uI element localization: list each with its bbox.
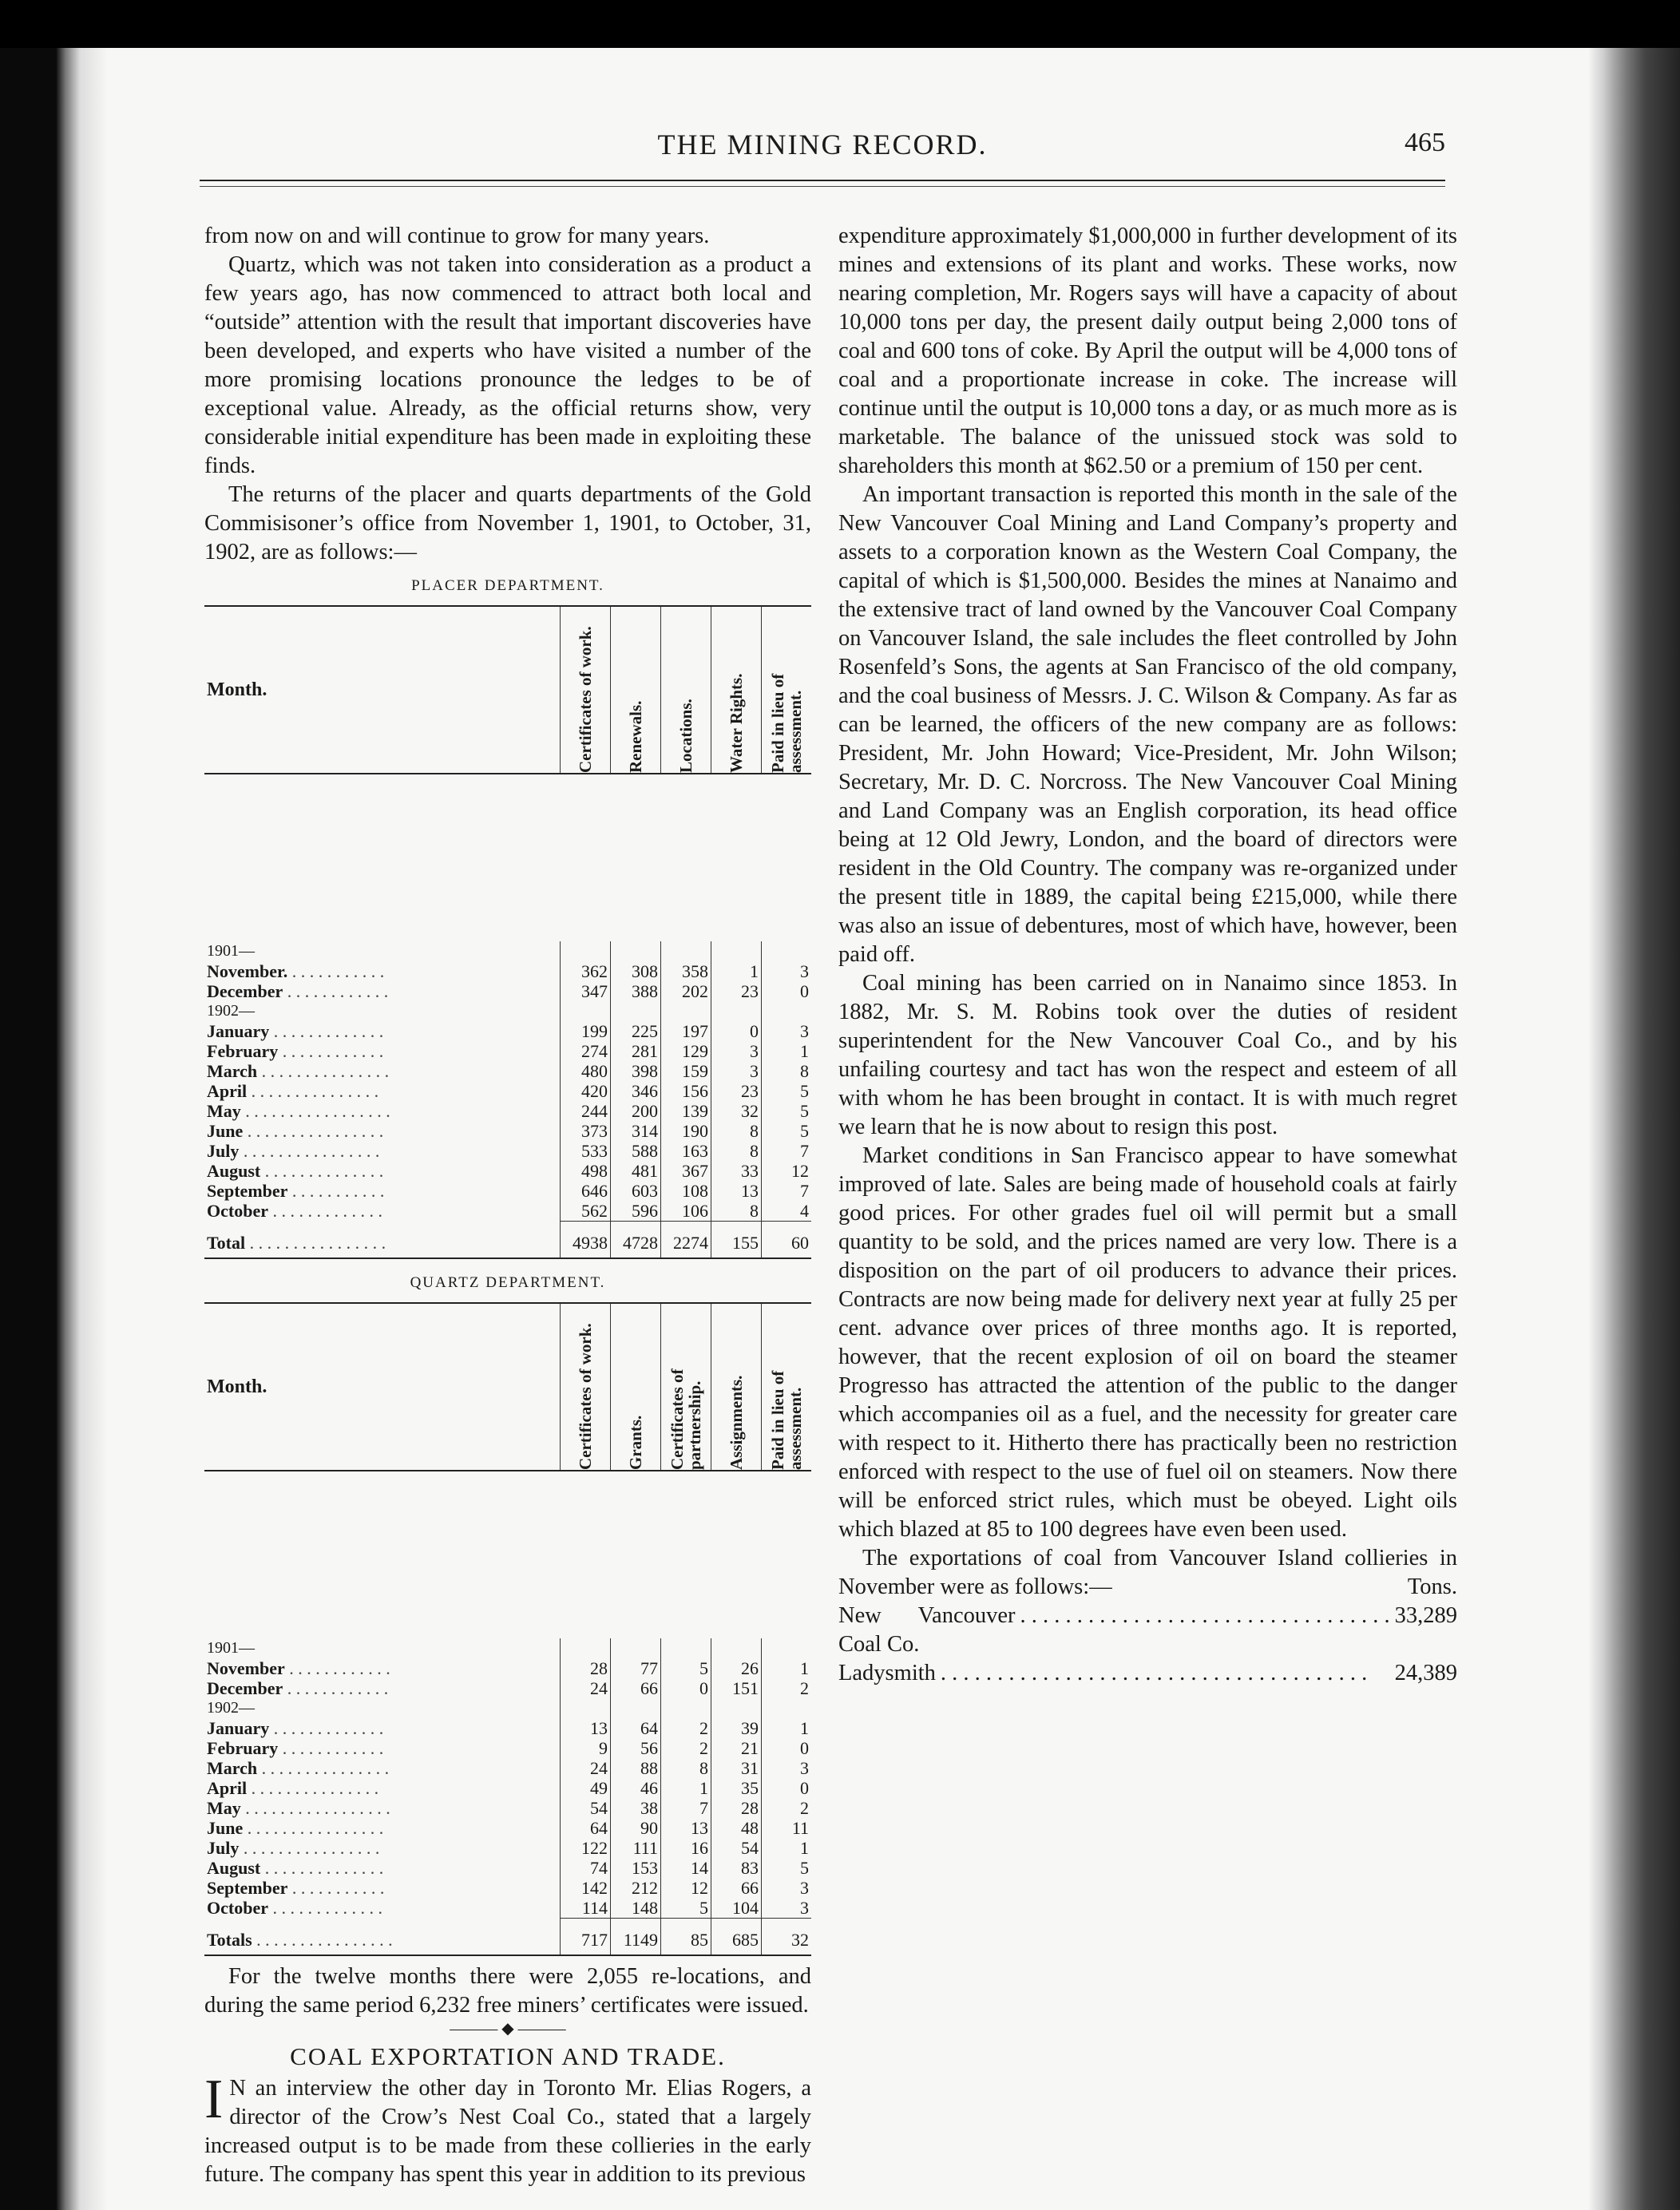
value-cell: 8 <box>762 1061 812 1081</box>
month-cell: August . . . . . . . . . . . . . . <box>207 1161 384 1181</box>
column-header: Paid in lieu of assessment. <box>762 606 812 774</box>
month-cell: February . . . . . . . . . . . . <box>207 1738 384 1758</box>
paragraph: from now on and will continue to grow for many years. <box>204 224 710 248</box>
export-row <box>838 1659 1457 1688</box>
value-cell: 420 <box>561 1081 611 1101</box>
column-header: Month. <box>204 606 561 774</box>
tons-value: 24,389 <box>1394 1661 1457 1685</box>
value-cell <box>561 941 611 961</box>
month-cell: July . . . . . . . . . . . . . . . . <box>207 1838 380 1858</box>
quartz-table <box>204 1302 811 1956</box>
total-value: 717 <box>561 1919 611 1956</box>
book-gutter <box>0 48 108 2210</box>
value-cell: 129 <box>661 1041 711 1061</box>
value-cell <box>711 1001 762 1021</box>
table-row <box>204 1658 811 1678</box>
month-cell: July . . . . . . . . . . . . . . . . <box>207 1141 380 1161</box>
value-cell: 5 <box>661 1658 711 1678</box>
month-cell: December . . . . . . . . . . . . <box>207 1678 389 1698</box>
paragraph: Coal mining has been carried on in Nanaimo since 1853. In 1882, Mr. S. M. Robins took over the duties of resident superintendent for the New Vancouver Coal Co., and by his unfailing courtesy and tact has won the respect and esteem of all with whom he has been brought in contact. It is with much regret we learn that he is now about to resign this post. <box>838 971 1457 1139</box>
column-header: Certificates of partnership. <box>661 1303 711 1471</box>
paragraph: An important transaction is reported this month in the sale of the New Vancouver Coal Mining and Land Company’s property and assets to a corporation known as the Western Coal Company, the capital of which is $1,500,000. Besides the mines at Nanaimo and the extensive tract of land owned by the Vancouver Coal Company on Vancouver Island, the sale includes the fleet controlled by John Rosenfeld’s Sons, the agents at San Francisco of the old company, and the coal business of Messrs. J. C. Wilson & Company. As far as can be learned, the officers of the new company are as follows: President, Mr. John Howard; Vice-President, Mr. John Wilson; Secretary, Mr. D. C. Norcross. The New Vancouver Coal Mining and Land Company was an English corporation, its head office being at 12 Old Jewry, London, and the board of directors were resident in the Old Country. The company was re-organized under the present title in 1889, the capital being £215,000, while there was also an issue of debentures, most of which have, however, been paid off. <box>838 482 1457 967</box>
value-cell: 1 <box>711 961 762 981</box>
paragraph: I N an interview the other day in Toronto Mr. Elias Rogers, a director of the Crow’s Nest Coal Co., stated that a largely increased output is to be made from these collieries in the early future. The company has spent this year in addition to its previous <box>204 2069 811 2187</box>
value-cell <box>762 941 812 961</box>
value-cell: 481 <box>611 1161 661 1181</box>
value-cell: 12 <box>661 1878 711 1898</box>
value-cell: 1 <box>762 1718 812 1738</box>
value-cell: 3 <box>762 1758 812 1778</box>
value-cell: 54 <box>561 1798 611 1818</box>
value-cell <box>611 941 661 961</box>
value-cell: 39 <box>711 1718 762 1738</box>
table-row <box>204 1818 811 1838</box>
month-cell: 1902— <box>207 1699 255 1717</box>
table-row <box>204 1738 811 1758</box>
value-cell: 104 <box>711 1898 762 1919</box>
page-number: 465 <box>1405 128 1445 157</box>
table-row <box>204 1141 811 1161</box>
value-cell <box>762 1638 812 1658</box>
value-cell: 2 <box>762 1798 812 1818</box>
page-header <box>200 128 1445 168</box>
value-cell: 0 <box>711 1021 762 1041</box>
value-cell: 114 <box>561 1898 611 1919</box>
value-cell: 56 <box>611 1738 661 1758</box>
value-cell: 48 <box>711 1818 762 1838</box>
value-cell: 562 <box>561 1201 611 1222</box>
table-row <box>204 1878 811 1898</box>
table-row <box>204 1001 811 1021</box>
total-label: Totals . . . . . . . . . . . . . . . . <box>204 1919 561 1956</box>
value-cell: 11 <box>762 1818 812 1838</box>
tons-value: 33,289 <box>1394 1603 1457 1628</box>
value-cell: 373 <box>561 1121 611 1141</box>
value-cell: 106 <box>661 1201 711 1222</box>
value-cell: 244 <box>561 1101 611 1121</box>
value-cell: 153 <box>611 1858 661 1878</box>
page-edge <box>1589 48 1680 2210</box>
table-row <box>204 1678 811 1698</box>
month-cell: March . . . . . . . . . . . . . . . <box>207 1758 390 1778</box>
value-cell: 1 <box>762 1838 812 1858</box>
value-cell: 5 <box>762 1101 812 1121</box>
value-cell: 1 <box>762 1041 812 1061</box>
value-cell: 13 <box>711 1181 762 1201</box>
value-cell: 7 <box>762 1141 812 1161</box>
value-cell: 2 <box>661 1718 711 1738</box>
month-cell: May . . . . . . . . . . . . . . . . . <box>207 1798 390 1818</box>
month-cell: October . . . . . . . . . . . . . <box>207 1898 382 1919</box>
month-cell: January . . . . . . . . . . . . . <box>207 1021 384 1041</box>
value-cell: 7 <box>762 1181 812 1201</box>
value-cell: 199 <box>561 1021 611 1041</box>
table-row <box>204 1718 811 1738</box>
total-value: 4938 <box>561 1222 611 1259</box>
month-cell: 1902— <box>207 1002 255 1020</box>
value-cell: 0 <box>762 981 812 1001</box>
value-cell: 202 <box>661 981 711 1001</box>
value-cell: 28 <box>561 1658 611 1678</box>
value-cell: 13 <box>661 1818 711 1838</box>
column-header: Water Rights. <box>711 606 762 774</box>
value-cell: 16 <box>661 1838 711 1858</box>
month-cell: December . . . . . . . . . . . . <box>207 981 389 1001</box>
total-row <box>204 1222 811 1259</box>
table-row <box>204 1161 811 1181</box>
leader-dots: . . . . . . . . . . . . . . . . . . . . . . . . . . . . . . . . . . . . . . <box>940 1661 1368 1685</box>
quartz-table-caption: QUARTZ DEPARTMENT. <box>410 1274 606 1291</box>
value-cell: 1 <box>661 1778 711 1798</box>
exports-list <box>838 1602 1457 1688</box>
ornament-divider: ——— ◆ ——— <box>450 2020 566 2038</box>
value-cell: 3 <box>711 1061 762 1081</box>
header-rule <box>200 180 1445 187</box>
leader-dots: . . . . . . . . . . . . . . . . . . . . . . . . . . . . . . . . . <box>1020 1603 1390 1628</box>
value-cell: 0 <box>762 1738 812 1758</box>
table-row <box>204 1858 811 1878</box>
paragraph: The exportations of coal from Vancouver Island collieries in November were as follows:— Tons. <box>838 1544 1457 1602</box>
table-row <box>204 981 811 1001</box>
value-cell: 2 <box>762 1678 812 1698</box>
value-cell: 388 <box>611 981 661 1001</box>
value-cell: 77 <box>611 1658 661 1678</box>
value-cell: 46 <box>611 1778 661 1798</box>
value-cell: 346 <box>611 1081 661 1101</box>
value-cell: 197 <box>661 1021 711 1041</box>
value-cell: 24 <box>561 1678 611 1698</box>
value-cell: 23 <box>711 1081 762 1101</box>
column-header: Renewals. <box>611 606 661 774</box>
value-cell: 12 <box>762 1161 812 1181</box>
column-header: Certificates of work. <box>561 1303 611 1471</box>
value-cell: 13 <box>561 1718 611 1738</box>
value-cell: 139 <box>661 1101 711 1121</box>
paragraph: expenditure approximately $1,000,000 in further development of its mines and extensions of its plant and works. These works, now nearing completion, Mr. Rogers says will have a capacity of about 10,000 tons per day, the present daily output being 2,000 tons of coal and 600 tons of coke. By April the output will be 4,000 tons of coal and a proportionate increase in coke. The increase will continue until the output is 10,000 tons a day, or as much more as is marketable. The balance of the unissued stock was sold to shareholders this month at $62.50 or a premium of 150 per cent. <box>838 224 1457 478</box>
value-cell: 3 <box>762 1021 812 1041</box>
month-cell: June . . . . . . . . . . . . . . . . <box>207 1121 384 1141</box>
paragraph: For the twelve months there were 2,055 re-locations, and during the same period 6,232 free miners’ certificates were issued. <box>204 1964 811 2018</box>
total-value: 4728 <box>611 1222 661 1259</box>
value-cell <box>661 1001 711 1021</box>
value-cell: 8 <box>661 1758 711 1778</box>
value-cell <box>762 1001 812 1021</box>
value-cell: 111 <box>611 1838 661 1858</box>
total-value: 685 <box>711 1919 762 1956</box>
month-cell: March . . . . . . . . . . . . . . . <box>207 1061 390 1081</box>
paragraph: The returns of the placer and quarts departments of the Gold Commisisoner’s office from November 1, 1901, to October, 31, 1902, are as follows:— <box>204 482 811 564</box>
value-cell <box>711 1638 762 1658</box>
value-cell: 3 <box>762 1898 812 1919</box>
value-cell <box>611 1638 661 1658</box>
value-cell: 8 <box>711 1141 762 1161</box>
value-cell: 5 <box>661 1898 711 1919</box>
value-cell: 190 <box>661 1121 711 1141</box>
value-cell: 122 <box>561 1838 611 1858</box>
value-cell <box>561 1638 611 1658</box>
scan-border-top <box>0 0 1680 48</box>
value-cell: 64 <box>611 1718 661 1738</box>
value-cell: 8 <box>711 1201 762 1222</box>
total-value: 2274 <box>661 1222 711 1259</box>
value-cell <box>561 1001 611 1021</box>
value-cell: 66 <box>611 1678 661 1698</box>
value-cell: 23 <box>711 981 762 1001</box>
column-header: Paid in lieu of assessment. <box>762 1303 812 1471</box>
value-cell: 21 <box>711 1738 762 1758</box>
column-header: Certificates of work. <box>561 606 611 774</box>
value-cell: 362 <box>561 961 611 981</box>
paragraph: Market conditions in San Francisco appear to have somewhat improved of late. Sales are being made of household coals at fairly good prices. For other grades fuel oil will permit but a small quantity to be sold, and the prices named are very low. There is a disposition on the part of oil producers to advance their prices. Contracts are now being made for delivery next year at fully 25 per cent. advance over prices of three months ago. It is reported, however, that the recent explosion of oil on board the steamer Progresso has attracted the attention of the public to the danger which accompanies oil as a fuel, and the necessity for greater care with respect to it. Hitherto there has practically been no restriction enforced with respect to the use of fuel oil on steamers. Now there will be enforced strict rules, which must be obeyed. Light oils which blazed at 85 to 100 degrees have even been used. <box>838 1143 1457 1542</box>
month-cell: October . . . . . . . . . . . . . <box>207 1201 382 1222</box>
value-cell: 14 <box>661 1858 711 1878</box>
month-cell: April . . . . . . . . . . . . . . . <box>207 1778 379 1798</box>
table-row <box>204 1898 811 1919</box>
value-cell: 148 <box>611 1898 661 1919</box>
value-cell: 646 <box>561 1181 611 1201</box>
value-cell: 603 <box>611 1181 661 1201</box>
column-header: Locations. <box>661 606 711 774</box>
value-cell: 480 <box>561 1061 611 1081</box>
left-column <box>204 222 811 2189</box>
table-row <box>204 1181 811 1201</box>
value-cell: 2 <box>661 1738 711 1758</box>
value-cell: 88 <box>611 1758 661 1778</box>
month-cell: February . . . . . . . . . . . . <box>207 1041 384 1061</box>
value-cell: 5 <box>762 1121 812 1141</box>
month-cell: August . . . . . . . . . . . . . . <box>207 1858 384 1878</box>
value-cell: 200 <box>611 1101 661 1121</box>
value-cell: 142 <box>561 1878 611 1898</box>
value-cell: 367 <box>661 1161 711 1181</box>
value-cell: 358 <box>661 961 711 981</box>
value-cell <box>661 941 711 961</box>
value-cell: 32 <box>711 1101 762 1121</box>
value-cell: 398 <box>611 1061 661 1081</box>
column-header: Month. <box>204 1303 561 1471</box>
month-cell: 1901— <box>207 1639 255 1657</box>
total-value: 155 <box>711 1222 762 1259</box>
table-row <box>204 1798 811 1818</box>
value-cell: 90 <box>611 1818 661 1838</box>
month-cell: June . . . . . . . . . . . . . . . . <box>207 1818 384 1838</box>
total-value: 60 <box>762 1222 812 1259</box>
column-header: Grants. <box>611 1303 661 1471</box>
value-cell: 66 <box>711 1878 762 1898</box>
export-row <box>838 1602 1457 1659</box>
month-cell: September . . . . . . . . . . . <box>207 1181 385 1201</box>
value-cell: 156 <box>661 1081 711 1101</box>
value-cell: 0 <box>661 1678 711 1698</box>
value-cell: 9 <box>561 1738 611 1758</box>
value-cell: 5 <box>762 1858 812 1878</box>
section-heading: COAL EXPORTATION AND TRADE. <box>290 2042 726 2070</box>
value-cell: 281 <box>611 1041 661 1061</box>
value-cell: 8 <box>711 1121 762 1141</box>
value-cell: 108 <box>661 1181 711 1201</box>
value-cell: 225 <box>611 1021 661 1041</box>
table-row <box>204 1021 811 1041</box>
value-cell: 212 <box>611 1878 661 1898</box>
placer-table-caption: PLACER DEPARTMENT. <box>411 577 604 594</box>
month-cell: September . . . . . . . . . . . <box>207 1878 385 1898</box>
value-cell: 5 <box>762 1081 812 1101</box>
month-cell: May . . . . . . . . . . . . . . . . . <box>207 1101 390 1121</box>
value-cell <box>611 1001 661 1021</box>
value-cell: 1 <box>762 1658 812 1678</box>
total-value: 85 <box>661 1919 711 1956</box>
placer-table <box>204 605 811 1259</box>
colliery-name: New Vancouver Coal Co. <box>838 1603 1016 1657</box>
value-cell: 3 <box>762 961 812 981</box>
value-cell: 3 <box>762 1878 812 1898</box>
value-cell: 35 <box>711 1778 762 1798</box>
table-row <box>204 1698 811 1718</box>
total-value: 32 <box>762 1919 812 1956</box>
value-cell: 588 <box>611 1141 661 1161</box>
table-row <box>204 1081 811 1101</box>
paragraph: Quartz, which was not taken into consideration as a product a few years ago, has now commenced to attract both local and “outside” attention with the result that important discoveries have been developed, and experts who have visited a number of the more promising locations pronounce the ledges to be of exceptional value. Already, as the official returns show, very considerable initial expenditure has been made in exploiting these finds. <box>204 252 811 478</box>
right-column <box>838 222 1457 1688</box>
month-cell: April . . . . . . . . . . . . . . . <box>207 1081 379 1101</box>
value-cell <box>561 1698 611 1718</box>
value-cell: 159 <box>661 1061 711 1081</box>
value-cell: 3 <box>711 1041 762 1061</box>
value-cell: 308 <box>611 961 661 981</box>
total-row <box>204 1919 811 1956</box>
value-cell: 64 <box>561 1818 611 1838</box>
value-cell: 26 <box>711 1658 762 1678</box>
colliery-name: Ladysmith <box>838 1661 936 1685</box>
table-row <box>204 1101 811 1121</box>
value-cell: 33 <box>711 1161 762 1181</box>
value-cell: 31 <box>711 1758 762 1778</box>
value-cell: 163 <box>661 1141 711 1161</box>
value-cell: 274 <box>561 1041 611 1061</box>
value-cell <box>661 1638 711 1658</box>
value-cell <box>711 941 762 961</box>
table-row <box>204 1041 811 1061</box>
value-cell: 314 <box>611 1121 661 1141</box>
value-cell: 74 <box>561 1858 611 1878</box>
value-cell <box>762 1698 812 1718</box>
month-cell: November. . . . . . . . . . . . <box>207 961 385 981</box>
running-title: THE MINING RECORD. <box>657 129 988 160</box>
table-row <box>204 961 811 981</box>
value-cell <box>711 1698 762 1718</box>
column-header: Assignments. <box>711 1303 762 1471</box>
value-cell: 151 <box>711 1678 762 1698</box>
table-row <box>204 1121 811 1141</box>
total-label: Total . . . . . . . . . . . . . . . . <box>204 1222 561 1259</box>
month-cell: November . . . . . . . . . . . . <box>207 1658 390 1678</box>
drop-cap: I <box>204 2069 224 2130</box>
tons-label: Tons. <box>1407 1574 1457 1599</box>
value-cell: 596 <box>611 1201 661 1222</box>
value-cell: 49 <box>561 1778 611 1798</box>
value-cell <box>661 1698 711 1718</box>
table-row <box>204 941 811 961</box>
table-row <box>204 1838 811 1858</box>
value-cell: 498 <box>561 1161 611 1181</box>
total-value: 1149 <box>611 1919 661 1956</box>
table-row <box>204 1201 811 1222</box>
value-cell: 24 <box>561 1758 611 1778</box>
table-row <box>204 1778 811 1798</box>
value-cell: 54 <box>711 1838 762 1858</box>
table-row <box>204 1638 811 1658</box>
value-cell: 4 <box>762 1201 812 1222</box>
table-row <box>204 1061 811 1081</box>
value-cell: 7 <box>661 1798 711 1818</box>
value-cell: 38 <box>611 1798 661 1818</box>
value-cell: 0 <box>762 1778 812 1798</box>
value-cell <box>611 1698 661 1718</box>
table-row <box>204 1758 811 1778</box>
value-cell: 533 <box>561 1141 611 1161</box>
month-cell: 1901— <box>207 942 255 960</box>
month-cell: January . . . . . . . . . . . . . <box>207 1718 384 1738</box>
value-cell: 83 <box>711 1858 762 1878</box>
value-cell: 28 <box>711 1798 762 1818</box>
value-cell: 347 <box>561 981 611 1001</box>
